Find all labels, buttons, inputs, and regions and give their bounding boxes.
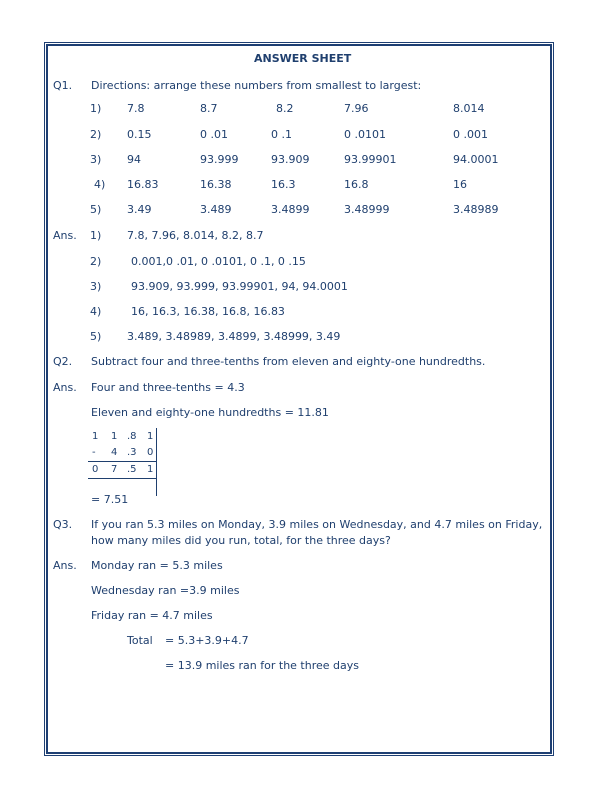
ans3-monday: Monday ran = 5.3 miles [91, 559, 223, 572]
ans3-total-result: = 13.9 miles ran for the three days [165, 659, 359, 672]
calc-digit: .3 [127, 447, 137, 458]
ans2-line-2: Eleven and eighty-one hundredths = 11.81 [91, 406, 329, 419]
ans3-total-label: Total [127, 634, 153, 647]
ans1-row-number: 5) [90, 330, 102, 343]
q3-line-1: If you ran 5.3 miles on Monday, 3.9 miles on Wednesday, and 4.7 miles on Friday, [91, 518, 543, 531]
calc-side-rule [156, 428, 157, 496]
q1-row-number: 3) [90, 153, 102, 166]
q3-line-2: how many miles did you run, total, for the three days? [91, 534, 391, 547]
calc-digit: - [92, 447, 96, 458]
q1-cell: 16.83 [127, 178, 159, 191]
q1-cell: 0.15 [127, 128, 152, 141]
q3-label: Q3. [53, 518, 73, 531]
q1-row-number: 2) [90, 128, 102, 141]
q1-cell: 16 [453, 178, 467, 191]
q1-cell: 7.8 [127, 102, 145, 115]
q1-cell: 16.8 [344, 178, 369, 191]
q1-cell: 0 .1 [271, 128, 292, 141]
q1-cell: 16.3 [271, 178, 296, 191]
ans1-row-text: 0.001,0 .01, 0 .0101, 0 .1, 0 .15 [131, 255, 306, 268]
ans3-wednesday: Wednesday ran =3.9 miles [91, 584, 240, 597]
q2-question: Subtract four and three-tenths from eleven and eighty-one hundredths. [91, 355, 486, 368]
ans1-row-number: 1) [90, 229, 102, 242]
q1-row-number: 4) [94, 178, 106, 191]
q1-cell: 93.999 [200, 153, 239, 166]
page-border-inner [47, 45, 551, 753]
calc-digit: 4 [111, 447, 118, 458]
q1-label: Q1. [53, 79, 73, 92]
q1-cell: 8.014 [453, 102, 485, 115]
calc-digit: 0 [92, 464, 99, 475]
q1-cell: 3.49 [127, 203, 152, 216]
calc-digit: 1 [92, 431, 99, 442]
q1-cell: 7.96 [344, 102, 369, 115]
ans3-label: Ans. [53, 559, 77, 572]
page-title: ANSWER SHEET [254, 52, 352, 65]
calc-bottom-rule [88, 478, 156, 479]
ans1-row-number: 3) [90, 280, 102, 293]
q1-directions: Directions: arrange these numbers from smallest to largest: [91, 79, 422, 92]
calc-digit: 1 [147, 431, 154, 442]
calc-underline [88, 461, 156, 462]
calc-digit: 0 [147, 447, 154, 458]
q1-cell: 3.48999 [344, 203, 390, 216]
ans3-total-expression: = 5.3+3.9+4.7 [165, 634, 249, 647]
q1-cell: 93.99901 [344, 153, 397, 166]
ans2-result: = 7.51 [91, 493, 129, 506]
q1-cell: 8.7 [200, 102, 218, 115]
q2-label: Q2. [53, 355, 73, 368]
calc-digit: .5 [127, 464, 137, 475]
q1-cell: 3.48989 [453, 203, 499, 216]
q1-cell: 0 .01 [200, 128, 228, 141]
q1-row-number: 5) [90, 203, 102, 216]
q1-cell: 94 [127, 153, 141, 166]
calc-digit: 1 [111, 431, 118, 442]
q1-cell: 94.0001 [453, 153, 499, 166]
q1-cell: 16.38 [200, 178, 232, 191]
ans1-row-text: 16, 16.3, 16.38, 16.8, 16.83 [131, 305, 285, 318]
ans3-friday: Friday ran = 4.7 miles [91, 609, 213, 622]
q1-cell: 93.909 [271, 153, 310, 166]
ans1-row-text: 3.489, 3.48989, 3.4899, 3.48999, 3.49 [127, 330, 341, 343]
q1-cell: 0 .001 [453, 128, 488, 141]
q1-row-number: 1) [90, 102, 102, 115]
ans1-row-text: 7.8, 7.96, 8.014, 8.2, 8.7 [127, 229, 264, 242]
ans1-label: Ans. [53, 229, 77, 242]
ans1-row-text: 93.909, 93.999, 93.99901, 94, 94.0001 [131, 280, 348, 293]
ans1-row-number: 4) [90, 305, 102, 318]
q1-cell: 3.489 [200, 203, 232, 216]
q1-cell: 0 .0101 [344, 128, 386, 141]
calc-digit: .8 [127, 431, 137, 442]
ans1-row-number: 2) [90, 255, 102, 268]
ans2-label: Ans. [53, 381, 77, 394]
ans2-line-1: Four and three-tenths = 4.3 [91, 381, 245, 394]
calc-digit: 1 [147, 464, 154, 475]
calc-digit: 7 [111, 464, 118, 475]
q1-cell: 3.4899 [271, 203, 310, 216]
q1-cell: 8.2 [276, 102, 294, 115]
